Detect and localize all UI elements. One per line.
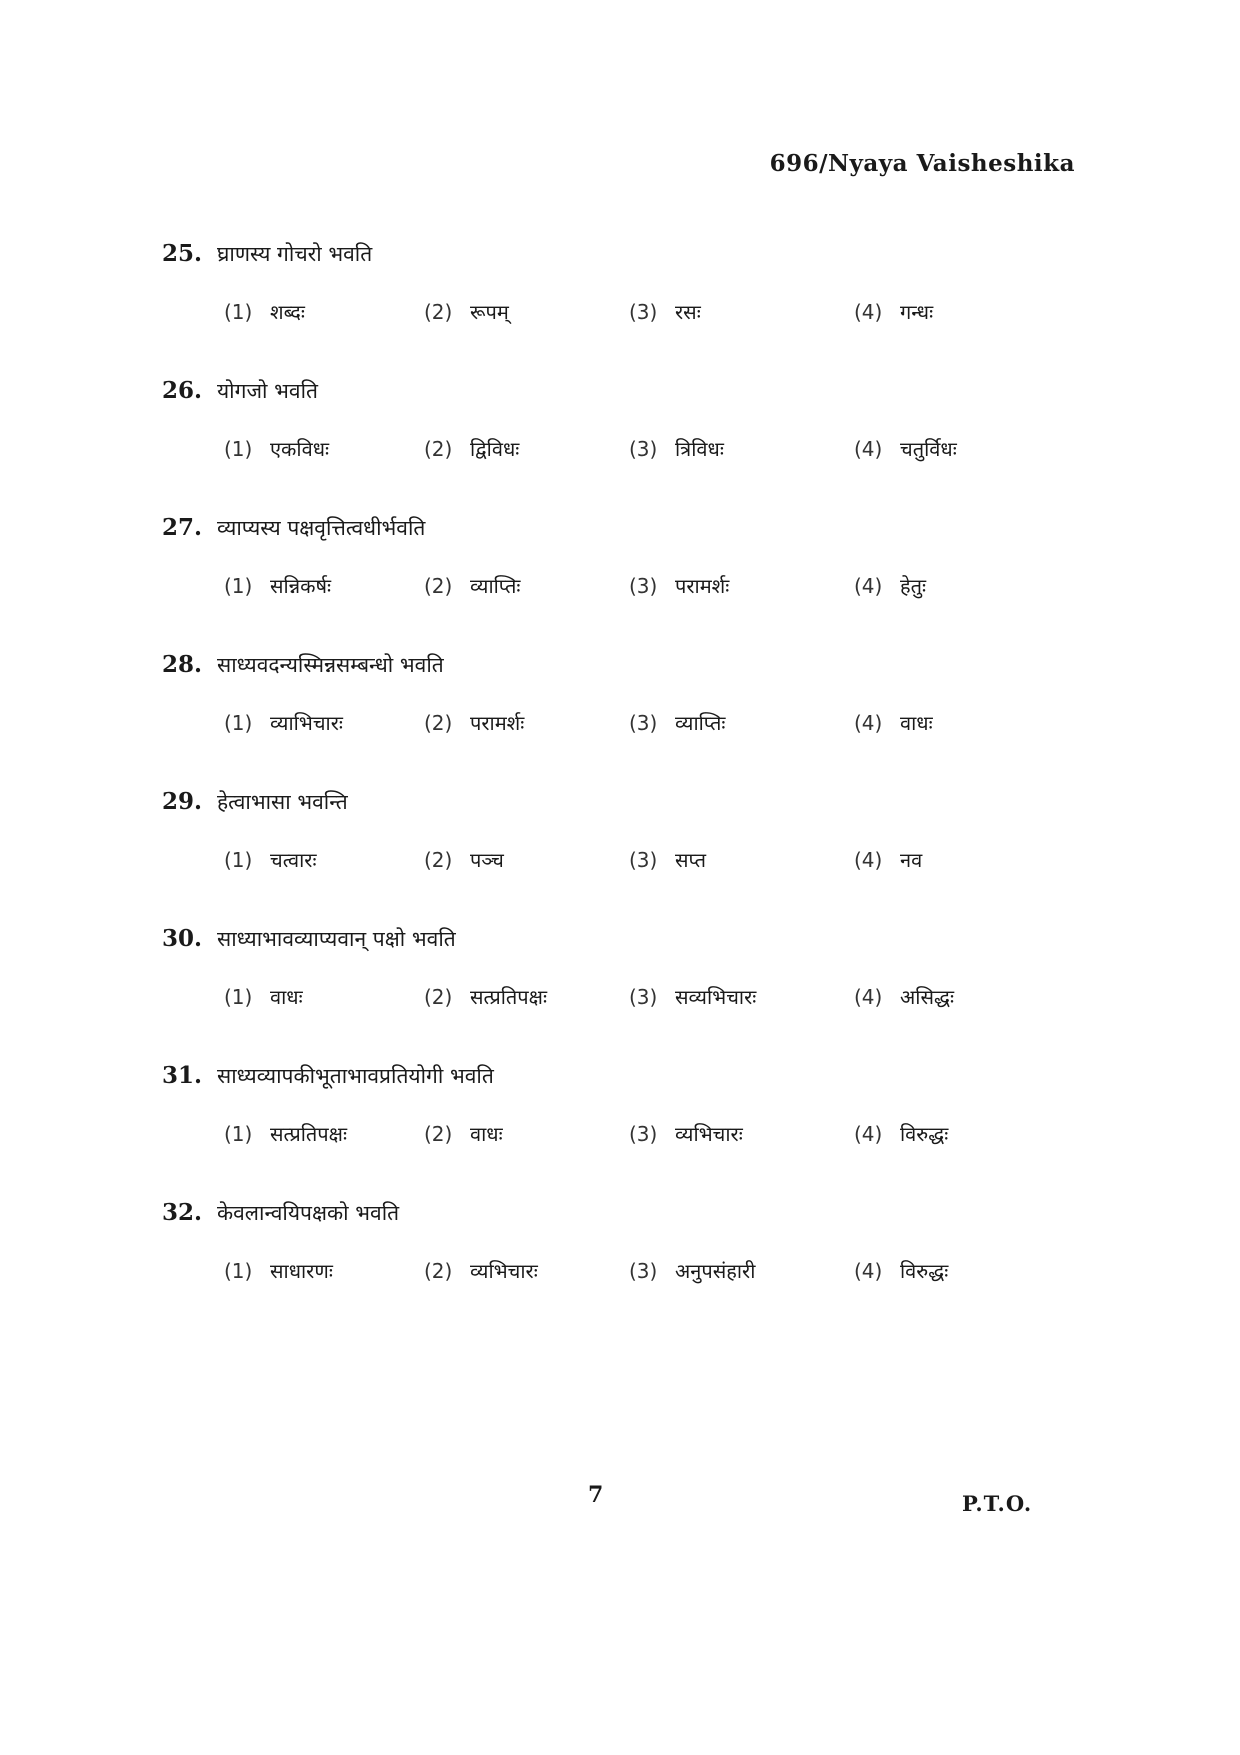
option-text: वाधः (900, 711, 933, 735)
question-31 (162, 1062, 1062, 1199)
option-number: (2) (424, 300, 453, 324)
option-number: (3) (629, 300, 658, 324)
option-text: सव्यभिचारः (675, 985, 757, 1009)
option-text: परामर्शः (675, 574, 730, 598)
question-number: 26. (162, 377, 203, 404)
option-number: (1) (224, 300, 253, 324)
option-list (224, 846, 1062, 873)
option-text: त्रिविधः (675, 437, 724, 461)
pto-label: P.T.O. (962, 1491, 1033, 1516)
option-number: (3) (629, 437, 658, 461)
option-2 (424, 1257, 629, 1284)
option-list (224, 1257, 1062, 1284)
option-number: (4) (854, 1259, 883, 1283)
question-25 (162, 240, 1062, 377)
option-1 (224, 983, 424, 1010)
option-text: पञ्च (470, 848, 504, 872)
paper-code-header: 696/Nyaya Vaisheshika (769, 150, 1075, 177)
option-number: (2) (424, 574, 453, 598)
option-text: नव (900, 848, 923, 872)
option-3 (629, 572, 854, 599)
option-text: हेतुः (900, 574, 927, 598)
option-3 (629, 435, 854, 462)
option-4 (854, 1257, 1054, 1284)
option-2 (424, 298, 629, 325)
option-4 (854, 1120, 1054, 1147)
question-30 (162, 925, 1062, 1062)
option-3 (629, 846, 854, 873)
option-3 (629, 1120, 854, 1147)
question-number: 31. (162, 1062, 203, 1089)
option-1 (224, 709, 424, 736)
question-text: साध्यवदन्यस्मिन्नसम्बन्धो भवति (217, 653, 444, 677)
option-4 (854, 709, 1054, 736)
option-number: (3) (629, 985, 658, 1009)
option-text: व्याप्तिः (675, 711, 726, 735)
option-text: सप्त (675, 848, 707, 872)
question-32 (162, 1199, 1062, 1336)
option-list (224, 709, 1062, 736)
option-text: सन्निकर्षः (270, 574, 332, 598)
option-1 (224, 1257, 424, 1284)
option-text: सत्प्रतिपक्षः (270, 1122, 348, 1146)
page-number: 7 (588, 1482, 604, 1508)
option-text: परामर्शः (470, 711, 525, 735)
option-2 (424, 435, 629, 462)
option-3 (629, 298, 854, 325)
option-number: (1) (224, 848, 253, 872)
option-text: विरुद्धः (900, 1122, 949, 1146)
option-number: (3) (629, 1122, 658, 1146)
option-number: (1) (224, 985, 253, 1009)
option-number: (1) (224, 711, 253, 735)
option-text: व्यभिचारः (675, 1122, 743, 1146)
question-26 (162, 377, 1062, 514)
option-text: अनुपसंहारी (675, 1259, 756, 1283)
option-text: असिद्धः (900, 985, 954, 1009)
option-list (224, 983, 1062, 1010)
option-text: व्याप्तिः (470, 574, 521, 598)
option-number: (2) (424, 848, 453, 872)
option-4 (854, 435, 1054, 462)
option-text: व्याभिचारः (270, 711, 343, 735)
option-text: रसः (675, 300, 701, 324)
option-list (224, 435, 1062, 462)
option-text: चतुर्विधः (900, 437, 957, 461)
option-number: (1) (224, 1122, 253, 1146)
question-number: 25. (162, 240, 203, 267)
option-2 (424, 983, 629, 1010)
option-4 (854, 846, 1054, 873)
option-number: (3) (629, 1259, 658, 1283)
option-3 (629, 709, 854, 736)
option-1 (224, 435, 424, 462)
option-1 (224, 846, 424, 873)
question-27 (162, 514, 1062, 651)
option-2 (424, 846, 629, 873)
option-list (224, 1120, 1062, 1147)
option-3 (629, 1257, 854, 1284)
question-text: साध्याभावव्याप्यवान् पक्षो भवति (217, 927, 456, 951)
option-1 (224, 298, 424, 325)
option-text: शब्दः (270, 300, 305, 324)
option-number: (4) (854, 300, 883, 324)
option-4 (854, 983, 1054, 1010)
option-text: वाधः (270, 985, 303, 1009)
option-number: (3) (629, 848, 658, 872)
option-text: द्विविधः (470, 437, 520, 461)
option-number: (2) (424, 1259, 453, 1283)
option-2 (424, 709, 629, 736)
question-text: व्याप्यस्य पक्षवृत्तित्वधीर्भवति (217, 516, 426, 540)
question-text: साध्यव्यापकीभूताभावप्रतियोगी भवति (217, 1064, 494, 1088)
option-number: (4) (854, 1122, 883, 1146)
option-1 (224, 572, 424, 599)
option-4 (854, 298, 1054, 325)
option-text: विरुद्धः (900, 1259, 949, 1283)
question-text: हेत्वाभासा भवन्ति (217, 790, 348, 814)
option-number: (2) (424, 985, 453, 1009)
option-4 (854, 572, 1054, 599)
option-number: (4) (854, 848, 883, 872)
option-number: (1) (224, 437, 253, 461)
option-2 (424, 572, 629, 599)
option-number: (2) (424, 711, 453, 735)
option-number: (3) (629, 574, 658, 598)
option-text: वाधः (470, 1122, 503, 1146)
option-text: एकविधः (270, 437, 330, 461)
option-list (224, 572, 1062, 599)
option-text: साधारणः (270, 1259, 333, 1283)
question-number: 27. (162, 514, 203, 541)
question-number: 30. (162, 925, 203, 952)
option-text: रूपम् (470, 300, 509, 324)
option-text: चत्वारः (270, 848, 317, 872)
option-number: (4) (854, 574, 883, 598)
option-list (224, 298, 1062, 325)
option-text: गन्धः (900, 300, 934, 324)
option-text: व्यभिचारः (470, 1259, 538, 1283)
option-number: (1) (224, 574, 253, 598)
option-1 (224, 1120, 424, 1147)
question-number: 28. (162, 651, 203, 678)
option-number: (1) (224, 1259, 253, 1283)
option-number: (4) (854, 985, 883, 1009)
question-text: घ्राणस्य गोचरो भवति (217, 242, 373, 266)
question-text: केवलान्वयिपक्षको भवति (217, 1201, 400, 1225)
question-28 (162, 651, 1062, 788)
option-number: (3) (629, 711, 658, 735)
option-number: (4) (854, 711, 883, 735)
option-number: (2) (424, 1122, 453, 1146)
question-29 (162, 788, 1062, 925)
question-number: 32. (162, 1199, 203, 1226)
option-number: (2) (424, 437, 453, 461)
option-3 (629, 983, 854, 1010)
option-number: (4) (854, 437, 883, 461)
question-list (162, 240, 1062, 1336)
option-2 (424, 1120, 629, 1147)
question-text: योगजो भवति (217, 379, 318, 403)
question-number: 29. (162, 788, 203, 815)
option-text: सत्प्रतिपक्षः (470, 985, 548, 1009)
